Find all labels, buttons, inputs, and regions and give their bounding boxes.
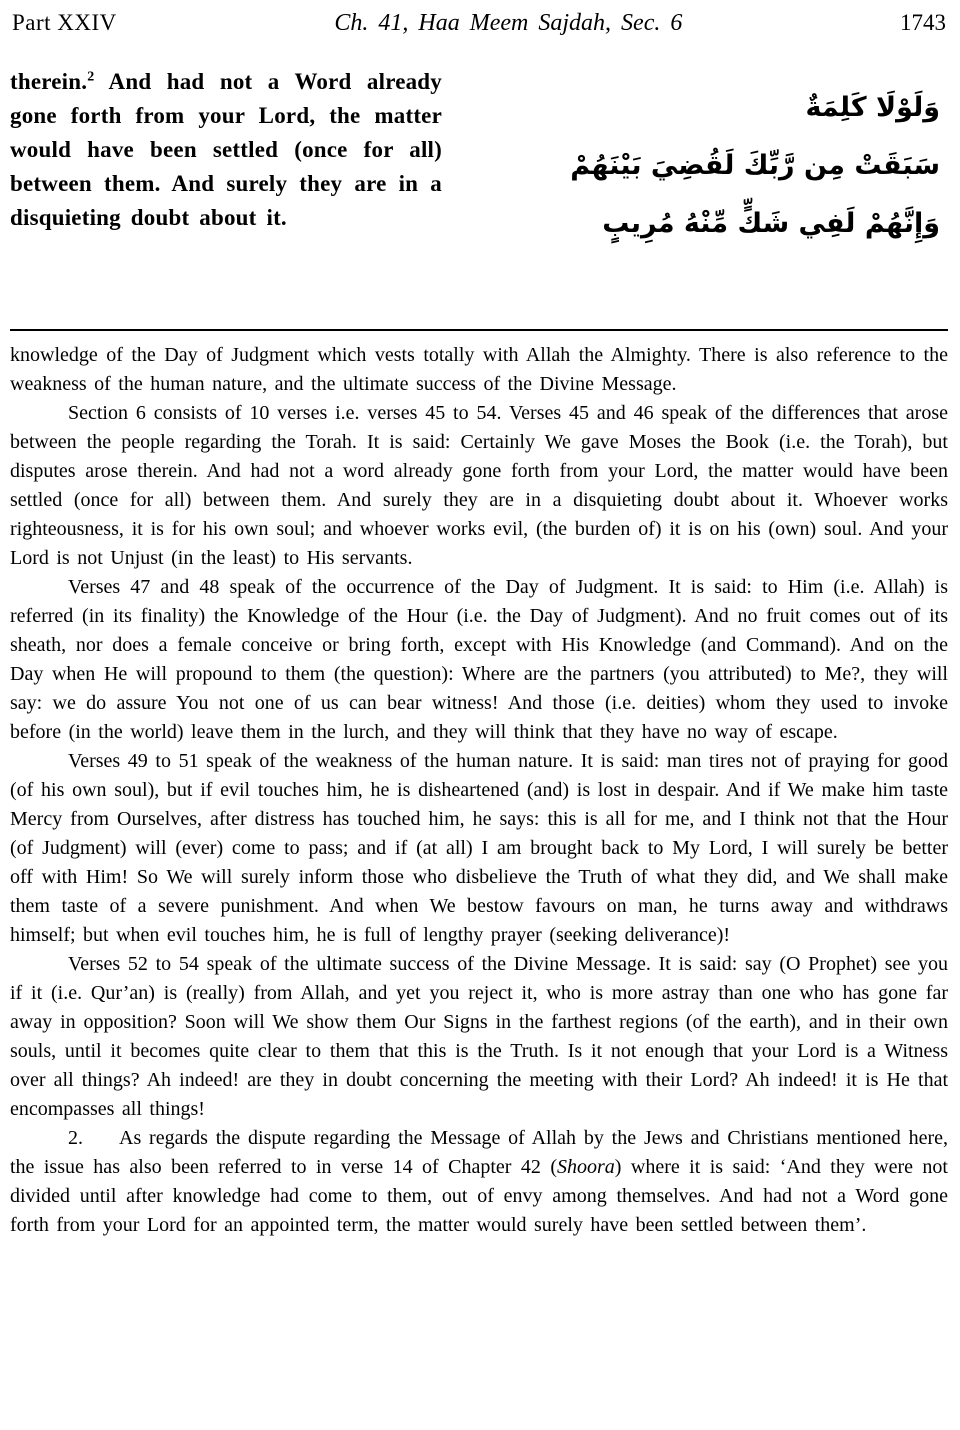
- commentary-body: [10, 341, 948, 1240]
- footnote-text: ) where it is said: ‘And they were not divided until after knowledge had come to them, out of envy among themselves. And had not a Word gone forth from your Lord for an appointed term, the matter would surely have been settled between them’.: [10, 1156, 948, 1236]
- arabic-line: وَإِنَّهُمْ لَفِي شَكٍّ مِّنْهُ مُرِيبٍ: [602, 208, 940, 239]
- footnote-reference: 2: [87, 69, 95, 85]
- footnote: [10, 1124, 948, 1240]
- chapter-title: Ch. 41, Haa Meem Sajdah, Sec. 6: [334, 10, 683, 36]
- paragraph: knowledge of the Day of Judgment which vests totally with Allah the Almighty. There is also reference to the weakness of the human nature, and the ultimate success of the Divine Message.: [10, 344, 948, 395]
- footnote-text: As regards the dispute regarding the Message of Allah by the Jews and Christians mentioned here, the issue has also been referred to in verse 14 of Chapter 42 (: [10, 1127, 948, 1178]
- page-number: 1743: [900, 10, 946, 35]
- translation-rest: And had not a Word already gone forth from your Lord, the matter would have been settled (once for all) between them. And surely they are in a disquieting doubt about it.: [10, 69, 442, 230]
- arabic-line: وَلَوْلَا كَلِمَةٌ: [805, 92, 940, 123]
- paragraph: Verses 49 to 51 speak of the weakness of the human nature. It is said: man tires not of praying for good (of his own soul), but if evil touches him, he is disheartened (and) is lost in despair. And if We make him taste Mercy from Ourselves, after distress has touched him, he says: this is all for me, and I think not that the Hour (of Judgment) will (ever) come to pass; and if (at all) I am brought back to My Lord, I will surely be better off with Him! So We will surely inform those who disbelieve the Truth of what they did, and We shall make them taste of a severe punishment. And when We bestow favours on man, he turns away and withdraws himself; but when evil touches him, he is full of lengthy prayer (seeking deliverance)!: [10, 750, 948, 946]
- translation-lead: therein.: [10, 69, 88, 94]
- footnote-number: 2.: [68, 1127, 83, 1149]
- paragraph: Verses 52 to 54 speak of the ultimate success of the Divine Message. It is said: say (O Prophet) see you if it (i.e. Qur’an) is (really) from Allah, and yet you reject it, who is more astray than one who has gone far away in opposition? Soon will We show them Our Signs in the farthest regions (of the earth), and in their own souls, until it becomes quite clear to them that this is the Truth. Is it not enough that your Lord is a Witness over all things? Ah indeed! are they in doubt concerning the meeting with their Lord? Ah indeed! it is He that encompasses all things!: [10, 953, 948, 1120]
- page-header: [10, 6, 948, 39]
- part-label: Part XXIV: [12, 10, 117, 35]
- book-title: Shoora: [556, 1156, 615, 1178]
- verse-section: [10, 65, 948, 313]
- paragraph: Verses 47 and 48 speak of the occurrence of the Day of Judgment. It is said: to Him (i.e. Allah) is referred (in its finality) the Knowledge of the Hour (i.e. the Day of Judgment). And no fruit comes out of its sheath, nor does a female conceive or bring forth, except with His Knowledge (and Command). And on the Day when He will propound to them (the question): Where are the partners (you attributed) to Me?, they will say: we do assure You not one of us can bear witness! And those (i.e. deities) whom they used to invoke before (in the world) leave them in the lurch, and they will think that they have no way of escape.: [10, 576, 948, 743]
- paragraph: Section 6 consists of 10 verses i.e. verses 45 to 54. Verses 45 and 46 speak of the differences that arose between the people regarding the Torah. It is said: Certainly We gave Moses the Book (i.e. the Torah), but disputes arose therein. And had not a word already gone forth from your Lord, the matter would have been settled (once for all) between them. And surely they are in a disquieting doubt about it. Whoever works righteousness, it is for his own soul; and whoever works evil, (the burden of) it is on his (own) soul. And your Lord is not Unjust (in the least) to His servants.: [10, 402, 948, 569]
- divider-rule: [10, 329, 948, 331]
- arabic-line: سَبَقَتْ مِن رَّبِّكَ لَقُضِيَ بَيْنَهُمْ: [570, 150, 940, 181]
- arabic-verse: [478, 65, 948, 313]
- verse-translation: [10, 65, 442, 313]
